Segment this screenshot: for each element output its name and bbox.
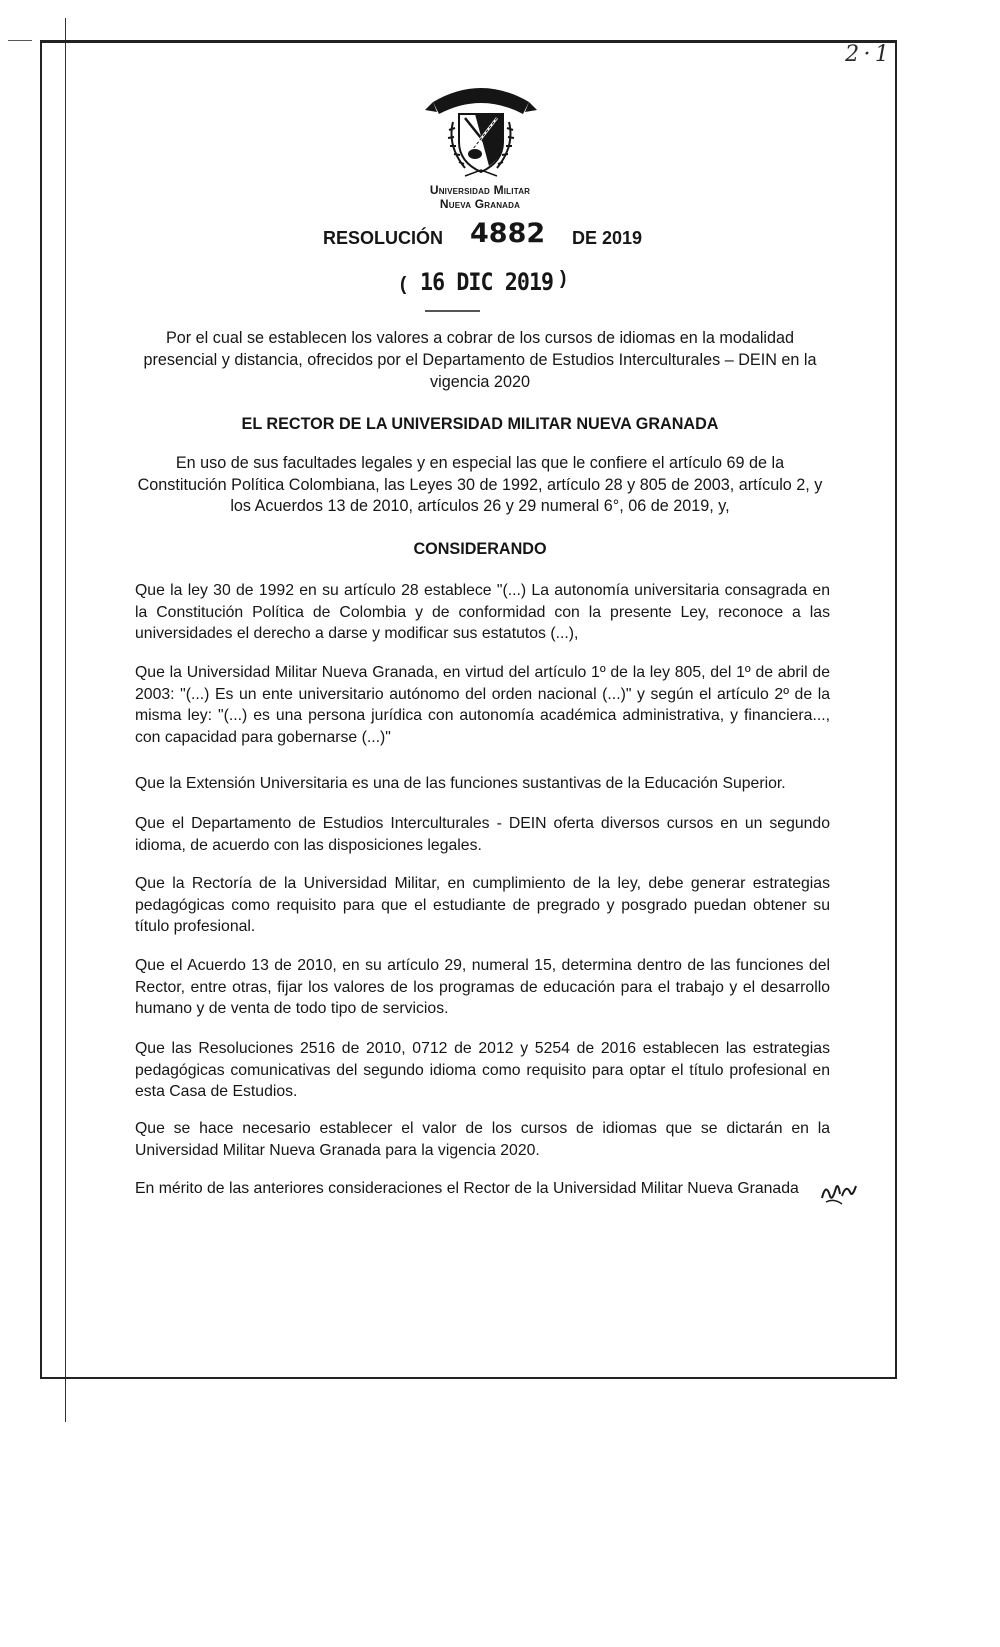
rector-heading: EL RECTOR DE LA UNIVERSIDAD MILITAR NUEVA GRANADA (241, 415, 719, 433)
considerando-paragraph: Que la Universidad Militar Nueva Granada, en virtud del artículo 1º de la ley 805, del 1º de abril de 2003: "(...) Es un ente universitario autónomo del orden nacional (...)" y según el artículo 2º de la misma ley: "(...) es una persona jurídica con autonomía académica administrativa, y financiera..., con capacidad para gobernarse (...)" (135, 664, 830, 746)
considerando-paragraph: Que se hace necesario establecer el valor de los cursos de idiomas que se dictarán en la Universidad Militar Nueva Granada para la vigencia 2020. (135, 1120, 830, 1159)
considerando-paragraph: Que el Acuerdo 13 de 2010, en su artículo 29, numeral 15, determina dentro de las funciones del Rector, entre otras, fijar los valores de los programas de educación para el trabajo y el desarrollo humano y de venta de todo tipo de servicios. (135, 957, 830, 1017)
scan-mark (8, 40, 32, 41)
date-underline (425, 310, 480, 312)
considerando-paragraph: Que la ley 30 de 1992 en su artículo 28 establece "(...) La autonomía universitaria consagrada en la Constitución Política de Colombia y de conformidad con la presente Ley, reconoce a las universidades el derecho a darse y modificar sus estatutos (...), (135, 582, 830, 642)
handwritten-page-number: 2 · 1 (845, 42, 889, 67)
resolution-label: RESOLUCIÓN (323, 228, 444, 248)
university-name-line1: Universidad Militar (429, 183, 531, 197)
university-name (380, 183, 580, 211)
resolution-year: DE 2019 (572, 228, 643, 248)
considerando-paragraph: Que la Extensión Universitaria es una de las funciones sustantivas de la Educación Superior. (135, 775, 786, 792)
handwritten-initials-icon (820, 1178, 860, 1206)
considerando-paragraph: Que las Resoluciones 2516 de 2010, 0712 de 2012 y 5254 de 2016 establecen las estrategias pedagógicas comunicativas del segundo idioma como requisito para optar el título profesional en esta Casa de Estudios. (135, 1040, 830, 1100)
resolution-subject: Por el cual se establecen los valores a cobrar de los cursos de idiomas en la modalidad presencial y distancia, ofrecidos por el Departamento de Estudios Interculturales – DEIN en la vigencia 2020 (143, 329, 817, 391)
considerando-paragraph: Que la Rectoría de la Universidad Militar, en cumplimiento de la ley, debe generar estrategias pedagógicas como requisito para que el estudiante de pregrado y posgrado puedan obtener su título profesional. (135, 875, 830, 935)
resolution-number-stamp: 4882 (470, 218, 546, 249)
date-close-paren: ) (560, 268, 567, 289)
university-name-line2: Nueva Granada (439, 197, 521, 211)
date-stamp: 16 DIC 2019 (420, 268, 554, 296)
legal-powers-paragraph: En uso de sus facultades legales y en especial las que le confiere el artículo 69 de la Constitución Política Colombiana, las Leyes 30 de 1992, artículo 28 y 805 de 2003, artículo 2, y los Acuerdos 13 de 2010, artículos 26 y 29 numeral 6°, 06 de 2019, y, (137, 454, 823, 515)
university-crest-icon (425, 80, 537, 185)
considerando-paragraph: Que el Departamento de Estudios Interculturales - DEIN oferta diversos cursos en un segundo idioma, de acuerdo con las disposiciones legales. (135, 815, 830, 854)
considerando-title: CONSIDERANDO (413, 540, 547, 558)
date-open-paren: ( (400, 274, 407, 295)
closing-paragraph: En mérito de las anteriores consideraciones el Rector de la Universidad Militar Nueva Granada (135, 1180, 799, 1197)
